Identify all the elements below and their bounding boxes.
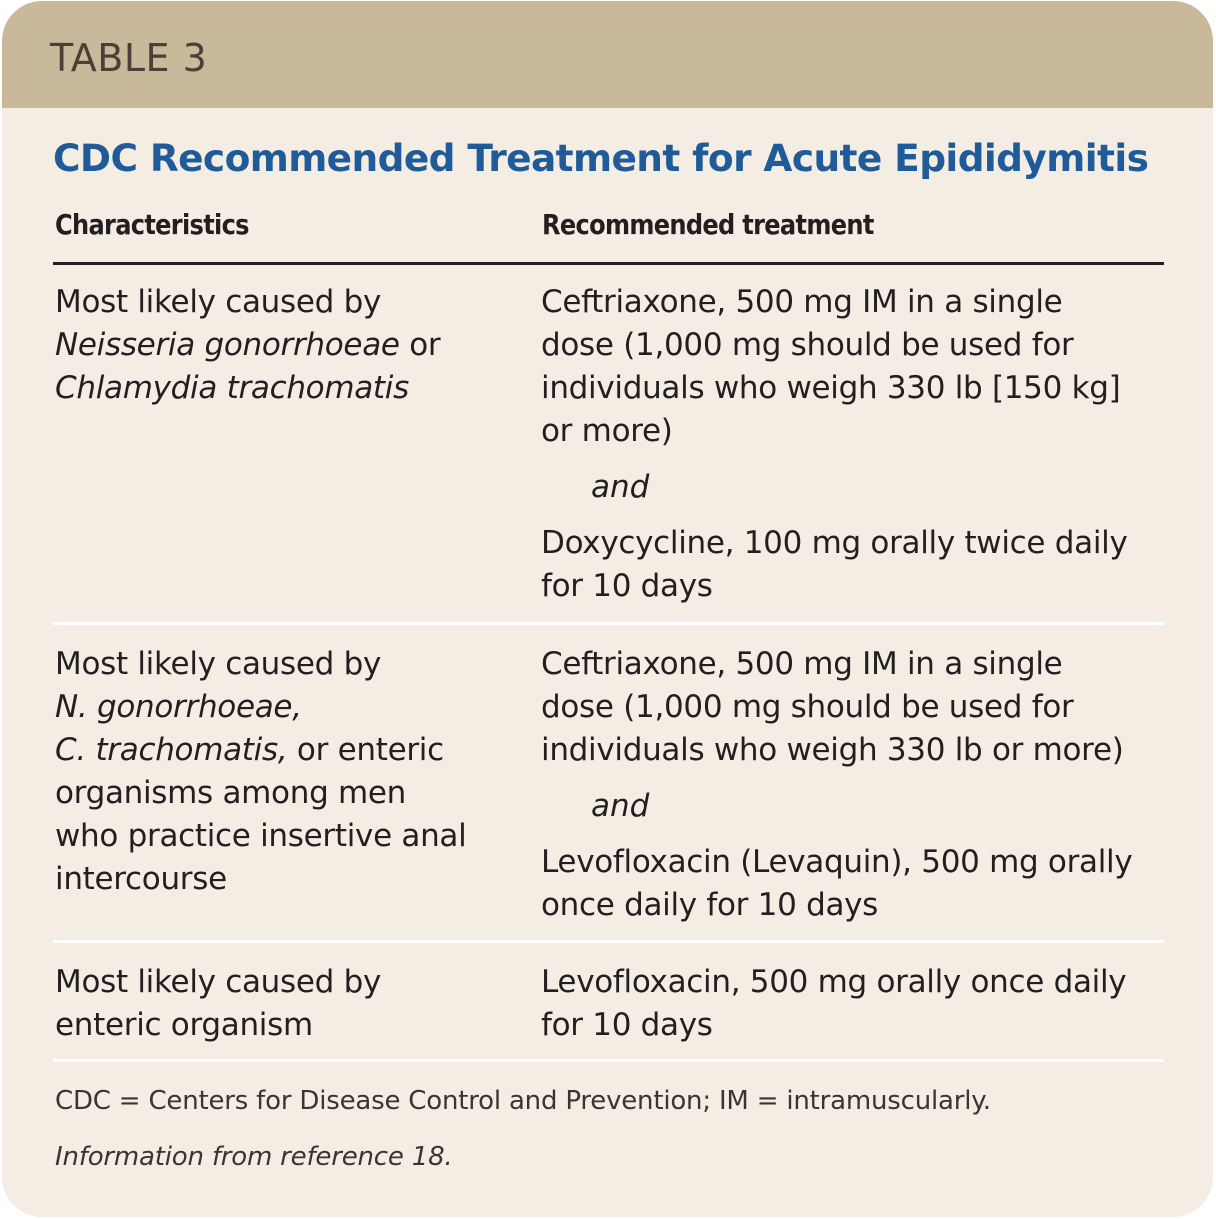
table-label: TABLE 3 [50, 36, 208, 80]
row-2-characteristic [55, 643, 515, 901]
row-2-char-line: Most likely caused by [55, 646, 381, 682]
treatment-line: or more) [541, 413, 673, 449]
header-rule [53, 262, 1164, 265]
treatment-line: Ceftriaxone, 500 mg IM in a single [541, 284, 1063, 320]
row-3-characteristic [55, 961, 515, 1047]
treatment-line: Doxycycline, 100 mg orally twice daily [541, 525, 1128, 561]
organism-name: Neisseria gonorrhoeae [55, 327, 400, 363]
row-2-conjunction: and [591, 788, 650, 824]
table-title: CDC Recommended Treatment for Acute Epididymitis [53, 136, 1149, 180]
column-header-characteristics: Characteristics [55, 208, 249, 241]
reference-note: Information from reference 18. [55, 1142, 453, 1172]
treatment-line: dose (1,000 mg should be used for [541, 327, 1074, 363]
table-banner [2, 1, 1213, 108]
row-3-char-line: enteric organism [55, 1007, 313, 1043]
row-divider [53, 1059, 1164, 1062]
row-2-treatment-first [541, 643, 1181, 772]
treatment-line: individuals who weigh 330 lb or more) [541, 732, 1124, 768]
treatment-line: for 10 days [541, 1007, 713, 1043]
connector-text: or [399, 327, 441, 363]
treatment-line: Levofloxacin, 500 mg orally once daily [541, 964, 1127, 1000]
row-2-char-line: organisms among men [55, 775, 407, 811]
organism-name: Chlamydia trachomatis [55, 370, 409, 406]
row-2-char-line: who practice insertive anal [55, 818, 467, 854]
treatment-line: for 10 days [541, 568, 713, 604]
row-2-treatment-second [541, 841, 1181, 927]
row-1-conjunction: and [591, 469, 650, 505]
treatment-line: Levofloxacin (Levaquin), 500 mg orally [541, 844, 1133, 880]
abbreviation-footnote: CDC = Centers for Disease Control and Prevention; IM = intramuscularly. [55, 1086, 991, 1116]
treatment-line: dose (1,000 mg should be used for [541, 689, 1074, 725]
row-3-char-line: Most likely caused by [55, 964, 381, 1000]
row-1-treatment-second [541, 522, 1181, 608]
treatment-line: Ceftriaxone, 500 mg IM in a single [541, 646, 1063, 682]
column-header-treatment: Recommended treatment [542, 208, 874, 241]
table-card [2, 1, 1213, 1217]
row-3-treatment-first [541, 961, 1181, 1047]
row-divider [53, 622, 1164, 625]
organism-name: C. trachomatis, [55, 732, 288, 768]
treatment-line: individuals who weigh 330 lb [150 kg] [541, 370, 1121, 406]
row-divider [53, 940, 1164, 943]
row-1-char-line: Most likely caused by [55, 284, 381, 320]
row-2-char-line: intercourse [55, 861, 227, 897]
row-1-char-line [55, 324, 515, 367]
organism-name: N. gonorrhoeae, [55, 689, 302, 725]
connector-text: or enteric [287, 732, 444, 768]
row-2-char-line [55, 729, 515, 772]
row-1-characteristic [55, 281, 515, 410]
row-1-treatment-first [541, 281, 1181, 453]
treatment-line: once daily for 10 days [541, 887, 879, 923]
